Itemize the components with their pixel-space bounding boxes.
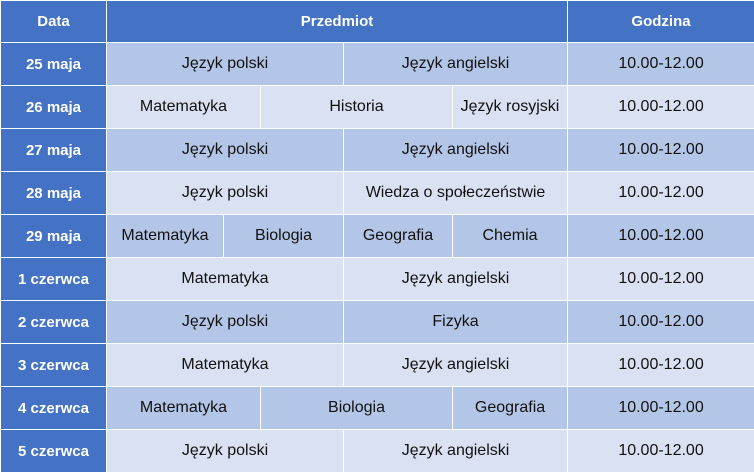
time-cell: 10.00-12.00 [568, 430, 754, 473]
subject-cell: Matematyka [107, 344, 344, 387]
subject-cell: Język polski [107, 43, 344, 86]
subject-cell: Język angielski [344, 430, 568, 473]
date-cell: 29 maja [1, 215, 107, 258]
time-cell: 10.00-12.00 [568, 172, 754, 215]
date-cell: 3 czerwca [1, 344, 107, 387]
date-cell: 4 czerwca [1, 387, 107, 430]
subject-cell: Język polski [107, 172, 344, 215]
subject-cell: Geografia [344, 215, 453, 258]
subject-cell: Chemia [453, 215, 568, 258]
subject-cell: Matematyka [107, 258, 344, 301]
header-row [1, 1, 754, 43]
table-row [1, 172, 754, 215]
time-cell: 10.00-12.00 [568, 258, 754, 301]
subject-cell: Matematyka [107, 387, 261, 430]
subject-cell: Język polski [107, 129, 344, 172]
subject-cell: Geografia [453, 387, 568, 430]
subject-cell: Język polski [107, 301, 344, 344]
date-cell: 1 czerwca [1, 258, 107, 301]
subject-cell: Język polski [107, 430, 344, 473]
subject-cell: Fizyka [344, 301, 568, 344]
subject-cell: Język angielski [344, 258, 568, 301]
table-row [1, 215, 754, 258]
subject-cell: Język angielski [344, 43, 568, 86]
time-cell: 10.00-12.00 [568, 387, 754, 430]
date-cell: 26 maja [1, 86, 107, 129]
time-cell: 10.00-12.00 [568, 129, 754, 172]
time-cell: 10.00-12.00 [568, 43, 754, 86]
table-row [1, 86, 754, 129]
date-cell: 25 maja [1, 43, 107, 86]
subject-cell: Matematyka [107, 86, 261, 129]
time-cell: 10.00-12.00 [568, 215, 754, 258]
table-row [1, 430, 754, 473]
subject-cell: Język rosyjski [453, 86, 568, 129]
header-time: Godzina [568, 1, 754, 43]
date-cell: 28 maja [1, 172, 107, 215]
date-cell: 2 czerwca [1, 301, 107, 344]
date-cell: 5 czerwca [1, 430, 107, 473]
time-cell: 10.00-12.00 [568, 344, 754, 387]
subject-cell: Biologia [261, 387, 453, 430]
subject-cell: Matematyka [107, 215, 224, 258]
time-cell: 10.00-12.00 [568, 86, 754, 129]
table-row [1, 43, 754, 86]
header-subject: Przedmiot [107, 1, 568, 43]
subject-cell: Biologia [224, 215, 344, 258]
date-cell: 27 maja [1, 129, 107, 172]
subject-cell: Język angielski [344, 344, 568, 387]
subject-cell: Wiedza o społeczeństwie [344, 172, 568, 215]
subject-cell: Historia [261, 86, 453, 129]
table-row [1, 301, 754, 344]
table-row [1, 129, 754, 172]
table-row [1, 387, 754, 430]
time-cell: 10.00-12.00 [568, 301, 754, 344]
table-row [1, 258, 754, 301]
header-date: Data [1, 1, 107, 43]
subject-cell: Język angielski [344, 129, 568, 172]
table-row [1, 344, 754, 387]
